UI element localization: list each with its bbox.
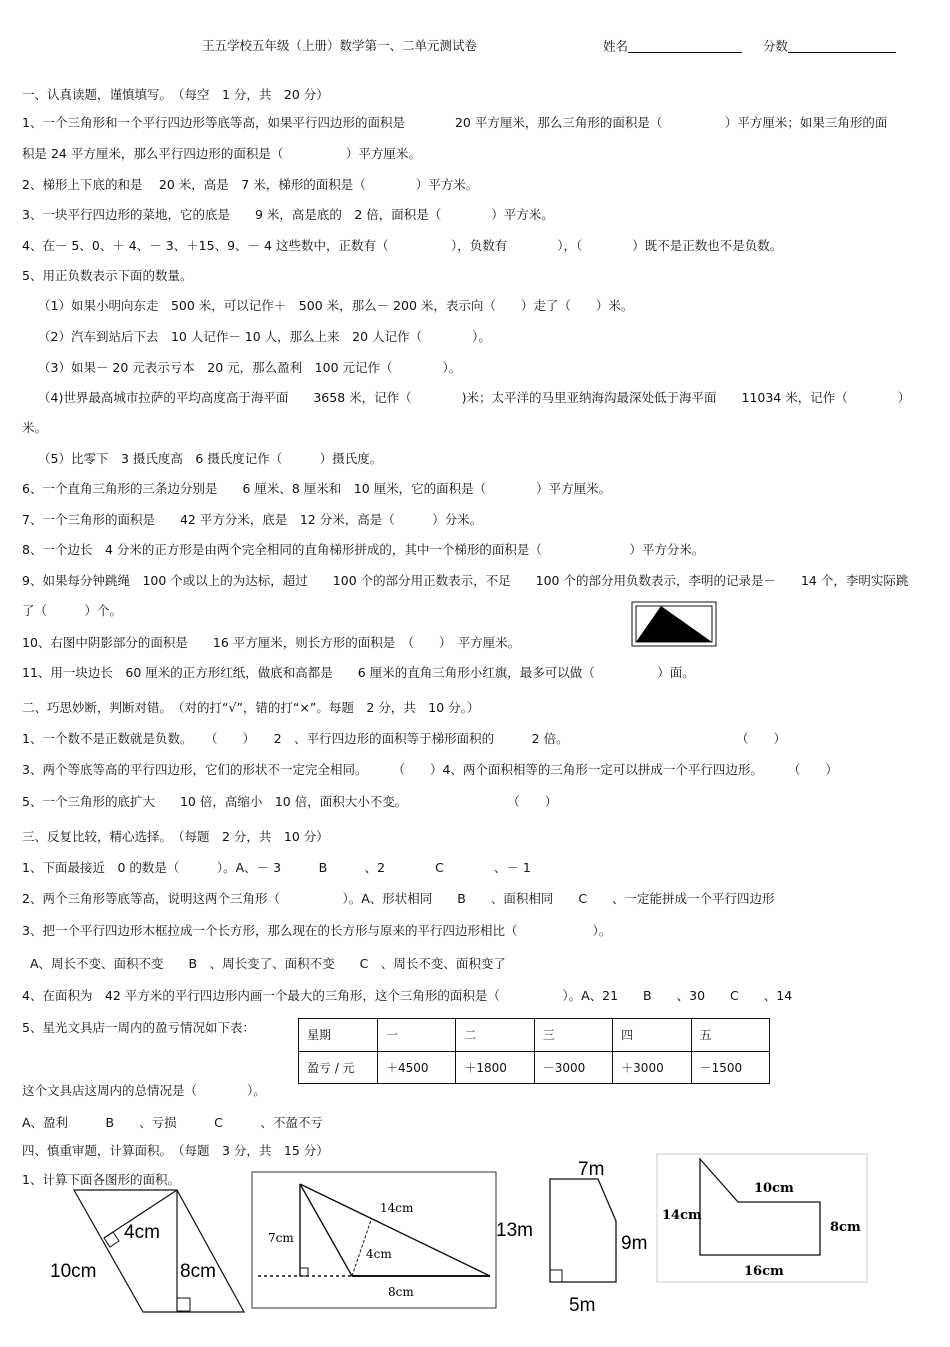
shaded-triangle-figure	[631, 601, 717, 647]
s1-line: 11、用一块边长 60 厘米的正方形红纸，做底和高都是 6 厘米的直角三角形小红旗，最多可以做（ ）面。	[22, 665, 695, 680]
table-row	[299, 1051, 770, 1084]
table-row	[299, 1019, 770, 1052]
table-cell: 三	[534, 1019, 612, 1052]
fig3-bottom-label: 5m	[569, 1295, 596, 1316]
s1-line: 5、用正负数表示下面的数量。	[22, 268, 193, 283]
name-label-text: 姓名	[603, 38, 629, 54]
fig3-right-label: 9m	[621, 1233, 648, 1254]
section3-heading: 三、反复比较，精心选择。 （每题 2 分，共 10 分）	[22, 829, 329, 844]
s1-line: 了（ ）个。	[22, 603, 123, 618]
s1-line: （5）比零下 3 摄氏度高 6 摄氏度记作（ ）摄氏度。	[38, 451, 383, 466]
s3-q4: 4、在面积为 42 平方米的平行四边形内画一个最大的三角形，这个三角形的面积是（ ）。A、21 B 、30 C 、14	[22, 988, 793, 1003]
s3-q3-options: A、周长不变、面积不变 B 、周长变了、面积不变 C 、周长不变、面积变了	[30, 956, 506, 971]
table-cell: 二	[456, 1019, 534, 1052]
fig1-side-label: 10cm	[50, 1261, 97, 1282]
s1-line: 9、如果每分钟跳绳 100 个或以上的为达标，超过 100 个的部分用正数表示，不足 100 个的部分用负数表示，李明的记录是－ 14 个，李明实际跳	[22, 573, 909, 588]
s1-line: 10、右图中阴影部分的面积是 16 平方厘米，则长方形的面积是 （ ） 平方厘米。	[22, 635, 521, 650]
fig4-bottom-label: 16cm	[744, 1264, 784, 1279]
table-cell: －1500	[691, 1051, 769, 1084]
section2-heading: 二、巧思妙断，判断对错。 （对的打“√”，错的打“×”。每题 2 分，共 10 分。）	[22, 700, 480, 715]
triangle-figure	[250, 1170, 498, 1310]
s1-line: 米。	[22, 420, 48, 435]
s3-q1: 1、下面最接近 0 的数是（ ）。A、－ 3 B 、2 C 、－ 1	[22, 860, 531, 875]
s1-line: （4)世界最高城市拉萨的平均高度高于海平面 3658 米，记作（ )米；太平洋的马里亚纳海沟最深处低于海平面 11034 米，记作（ ）	[38, 390, 911, 405]
fig4-right-label: 8cm	[830, 1220, 861, 1235]
score-label-text: 分数	[763, 38, 789, 54]
section1-heading: 一、认真读题，谨慎填写。 （每空 1 分，共 20 分）	[22, 87, 329, 102]
table-cell: 四	[613, 1019, 691, 1052]
s1-line: 积是 24 平方厘米，那么平行四边形的面积是（ ）平方厘米。	[22, 146, 421, 161]
s3-q5-question: 这个文具店这周内的总情况是（ ）。	[22, 1083, 266, 1098]
s2-q1: 1、一个数不是正数就是负数。 （ ） 2 、平行四边形的面积等于梯形面积的 2 倍。	[22, 731, 569, 746]
fig3-top-label: 7m	[578, 1159, 605, 1180]
table-cell: 五	[691, 1019, 769, 1052]
s1-line: 6、一个直角三角形的三条边分别是 6 厘米、8 厘米和 10 厘米，它的面积是（ ）平方厘米。	[22, 481, 612, 496]
fig4-top-label: 10cm	[754, 1181, 794, 1196]
s1-line: （3）如果－ 20 元表示亏本 20 元，那么盈利 100 元记作（ ）。	[38, 360, 462, 375]
composite-figure	[656, 1153, 868, 1285]
table-cell: ＋3000	[613, 1051, 691, 1084]
parallelogram-figure	[40, 1180, 255, 1315]
s3-q5-options: A、盈利 B 、亏损 C 、不盈不亏	[22, 1115, 323, 1130]
table-cell: －3000	[534, 1051, 612, 1084]
s1-line: 4、在－ 5、0、＋ 4、－ 3、＋15、9、－ 4 这些数中，正数有（ ），负数有 ），（ ）既不是正数也不是负数。	[22, 238, 783, 253]
profit-loss-table	[298, 1018, 770, 1084]
fig2-base-label: 8cm	[388, 1285, 414, 1299]
page-title: 王五学校五年级（上册）数学第一、二单元测试卷	[202, 38, 478, 53]
fig4-left-label: 14cm	[662, 1208, 702, 1223]
s2-q5: 5、一个三角形的底扩大 10 倍，高缩小 10 倍，面积大小不变。 （ ）	[22, 794, 558, 809]
trapezoid-figure	[494, 1155, 664, 1315]
s1-line: 3、一块平行四边形的菜地，它的底是 9 米，高是底的 2 倍，面积是（ ）平方米。	[22, 207, 554, 222]
s3-q3: 3、把一个平行四边形木框拉成一个长方形，那么现在的长方形与原来的平行四边形相比（ ）。	[22, 923, 612, 938]
s3-q2: 2、两个三角形等底等高，说明这两个三角形（ ）。A、形状相同 B 、面积相同 C 、一定能拼成一个平行四边形	[22, 891, 775, 906]
section4-heading: 四、慎重审题，计算面积。 （每题 3 分，共 15 分）	[22, 1143, 329, 1158]
fig2-slant-label: 14cm	[380, 1201, 414, 1215]
fig2-height-inner-label: 4cm	[366, 1247, 392, 1261]
s1-line: 1、一个三角形和一个平行四边形等底等高，如果平行四边形的面积是 20 平方厘米，那么三角形的面积是（ ）平方厘米；如果三角形的面	[22, 115, 888, 130]
s3-q5: 5、星光文具店一周内的盈亏情况如下表：	[22, 1020, 255, 1035]
score-field[interactable]	[788, 40, 896, 53]
s4-q1: 1、计算下面各图形的面积。	[22, 1172, 180, 1187]
table-cell: 盈亏 / 元	[299, 1051, 378, 1084]
s1-line: 8、一个边长 4 分米的正方形是由两个完全相同的直角梯形拼成的，其中一个梯形的面积是（ ）平方分米。	[22, 542, 705, 557]
s1-line: （1）如果小明向东走 500 米，可以记作＋ 500 米，那么－ 200 米，表示向（ ）走了（ ）米。	[38, 298, 634, 313]
s2-q3: 3、两个等底等高的平行四边形，它们的形状不一定完全相同。 （ ）4、两个面积相等的三角形一定可以拼成一个平行四边形。 （ ）	[22, 762, 838, 777]
fig1-base-height-label: 8cm	[180, 1261, 216, 1282]
fig3-left-label: 13m	[496, 1220, 533, 1241]
fig2-height-left-label: 7cm	[268, 1231, 294, 1245]
s1-line: 2、梯形上下底的和是 20 米，高是 7 米，梯形的面积是（ ）平方米。	[22, 177, 479, 192]
table-cell: 星期	[299, 1019, 378, 1052]
s1-line: 7、一个三角形的面积是 42 平方分米，底是 12 分米，高是（ ）分米。	[22, 512, 483, 527]
s2-q1-mark: （ ）	[736, 731, 787, 746]
score-label	[763, 40, 896, 53]
s1-line: （2）汽车到站后下去 10 人记作－ 10 人，那么上来 20 人记作（ ）。	[38, 329, 491, 344]
table-cell: 一	[378, 1019, 456, 1052]
table-cell: ＋1800	[456, 1051, 534, 1084]
table-cell: ＋4500	[378, 1051, 456, 1084]
fig1-height-label: 4cm	[124, 1222, 160, 1243]
name-field[interactable]	[628, 40, 742, 53]
name-label	[603, 40, 742, 53]
